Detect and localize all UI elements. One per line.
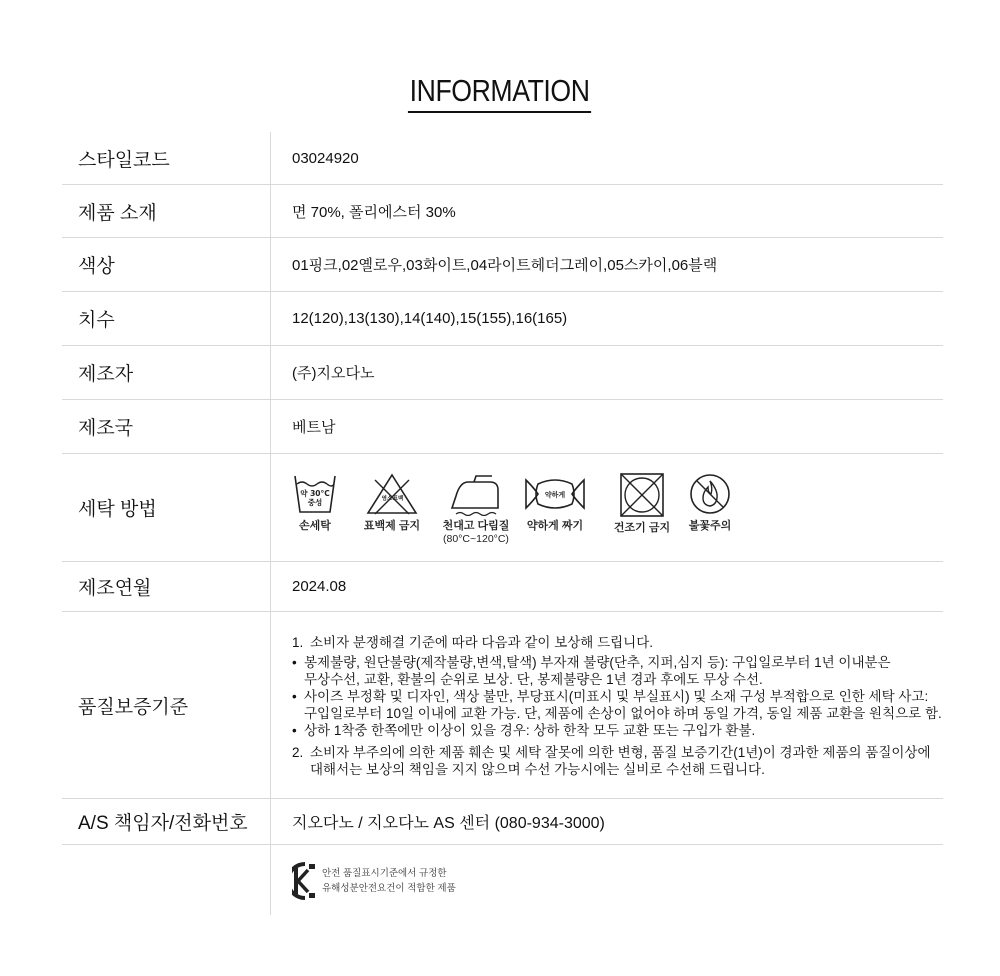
warranty-item-2: 2. 소비자 부주의에 의한 제품 훼손 및 세탁 잘못에 의한 변형, 품질 보증기간(1년)이 경과한 제품의 품질이상에 (292, 745, 931, 760)
row-label (62, 845, 271, 915)
row-label: 색상 (62, 238, 271, 291)
wash-item-iron (438, 472, 514, 546)
row-value: 12(120),13(130),14(140),15(155),16(165) (292, 310, 568, 327)
row-value: 01핑크,02옐로우,03화이트,04라이트헤더그레이,05스카이,06블랙 (292, 257, 718, 274)
row-manufacture-date (62, 562, 943, 612)
kc-text-line-1: 안전 품질표시기준에서 규정한 (322, 868, 447, 879)
wash-caption: 표백제 금지 (363, 519, 421, 532)
wash-item-flame-caution (686, 472, 734, 533)
hand-wash-detergent: 중성 (307, 497, 323, 507)
wash-caption: 약하게 짜기 (526, 519, 584, 532)
row-style-code (62, 132, 943, 185)
row-value: (주)지오다노 (292, 365, 375, 382)
warranty-bullet-2-cont: 구입일로부터 10일 이내에 교환 가능. 단, 제품에 손상이 없어야 하며 동일 가격, 동일 제품 교환을 원칙으로 함. (304, 706, 942, 721)
row-material (62, 185, 943, 238)
hand-wash-icon (293, 472, 337, 516)
title-wrap (0, 72, 1000, 113)
warranty-item-2-cont: 대해서는 보상의 책임을 지지 않으며 수선 가능시에는 실비로 수선해 드립니다. (310, 762, 765, 777)
row-warranty (62, 612, 943, 799)
wash-caption (443, 520, 510, 546)
no-bleach-icon (365, 472, 419, 516)
warranty-bullet-1-cont: 무상수선, 교환, 환불의 순위로 보상. 단, 봉제불량은 1년 경과 후에도 무상 수선. (304, 672, 763, 687)
row-maker (62, 346, 943, 400)
wash-caption: 건조기 금지 (613, 521, 671, 534)
row-value: 2024.08 (292, 578, 347, 595)
svg-text:약하게: 약하게 (544, 490, 566, 499)
kc-mark-icon (292, 862, 318, 900)
row-label: 치수 (62, 292, 271, 345)
wash-item-no-tumble-dry (612, 472, 672, 535)
row-color (62, 238, 943, 292)
warranty-bullet-3: • 상하 1착중 한쪽에만 이상이 있을 경우: 상하 한착 모두 교환 또는 구입가 환불. (292, 723, 756, 738)
hand-wash-temp: 약 30°C (300, 488, 330, 498)
row-country (62, 400, 943, 454)
kc-certification (292, 862, 456, 900)
row-label: 스타일코드 (62, 132, 271, 184)
svg-text:표백: 표백 (392, 495, 404, 502)
iron-caption: 천대고 다림질 (442, 519, 510, 532)
gentle-wring-icon (524, 472, 586, 516)
row-as-contact (62, 799, 943, 845)
kc-text (322, 866, 456, 896)
row-label: 제조연월 (62, 562, 271, 611)
info-table (62, 132, 943, 915)
row-label: 제품 소재 (62, 185, 271, 237)
flame-caution-icon (688, 472, 732, 516)
kc-text-line-2: 유해성분안전요건이 적합한 제품 (322, 883, 456, 894)
row-label: A/S 책임자/전화번호 (62, 799, 271, 844)
no-tumble-dry-icon (619, 472, 665, 518)
row-label: 세탁 방법 (62, 454, 271, 561)
svg-text:염소: 염소 (381, 495, 393, 502)
warranty-item-1: 1. 소비자 분쟁해결 기준에 따라 다음과 같이 보상해 드립니다. (292, 635, 653, 650)
row-value: 지오다노 / 지오다노 AS 센터 (080-934-3000) (292, 815, 605, 832)
warranty-bullet-1: • 봉제불량, 원단불량(제작불량,변색,탈색) 부자재 불량(단추, 지퍼,심지 등): 구입일로부터 1년 이내분은 (292, 655, 891, 670)
iron-icon (446, 472, 506, 516)
wash-symbol-list (292, 472, 734, 546)
wash-item-no-bleach (362, 472, 422, 533)
row-value (271, 845, 943, 915)
wash-caption: 손세탁 (299, 519, 331, 532)
row-size (62, 292, 943, 346)
wash-caption: 불꽃주의 (688, 519, 732, 532)
row-value (271, 612, 943, 798)
row-value: 베트남 (292, 419, 336, 436)
warranty-text (292, 632, 942, 778)
wash-item-gentle-wring (524, 472, 586, 533)
row-label: 품질보증기준 (62, 612, 271, 798)
row-value (271, 454, 943, 561)
row-value: 면 70%, 폴리에스터 30% (292, 203, 456, 221)
warranty-bullet-2: • 사이즈 부정확 및 디자인, 색상 불만, 부당표시(미표시 및 부실표시) 및 소재 구성 부적합으로 인한 세탁 사고: (292, 689, 929, 704)
row-wash (62, 454, 943, 562)
row-value: 03024920 (292, 149, 359, 167)
row-label: 제조국 (62, 400, 271, 453)
row-label: 제조자 (62, 346, 271, 399)
iron-temp-range: (80°C~120°C) (443, 532, 509, 545)
row-kc-certification (62, 845, 943, 915)
wash-item-hand-wash (292, 472, 338, 533)
page-title: INFORMATION (408, 72, 591, 113)
